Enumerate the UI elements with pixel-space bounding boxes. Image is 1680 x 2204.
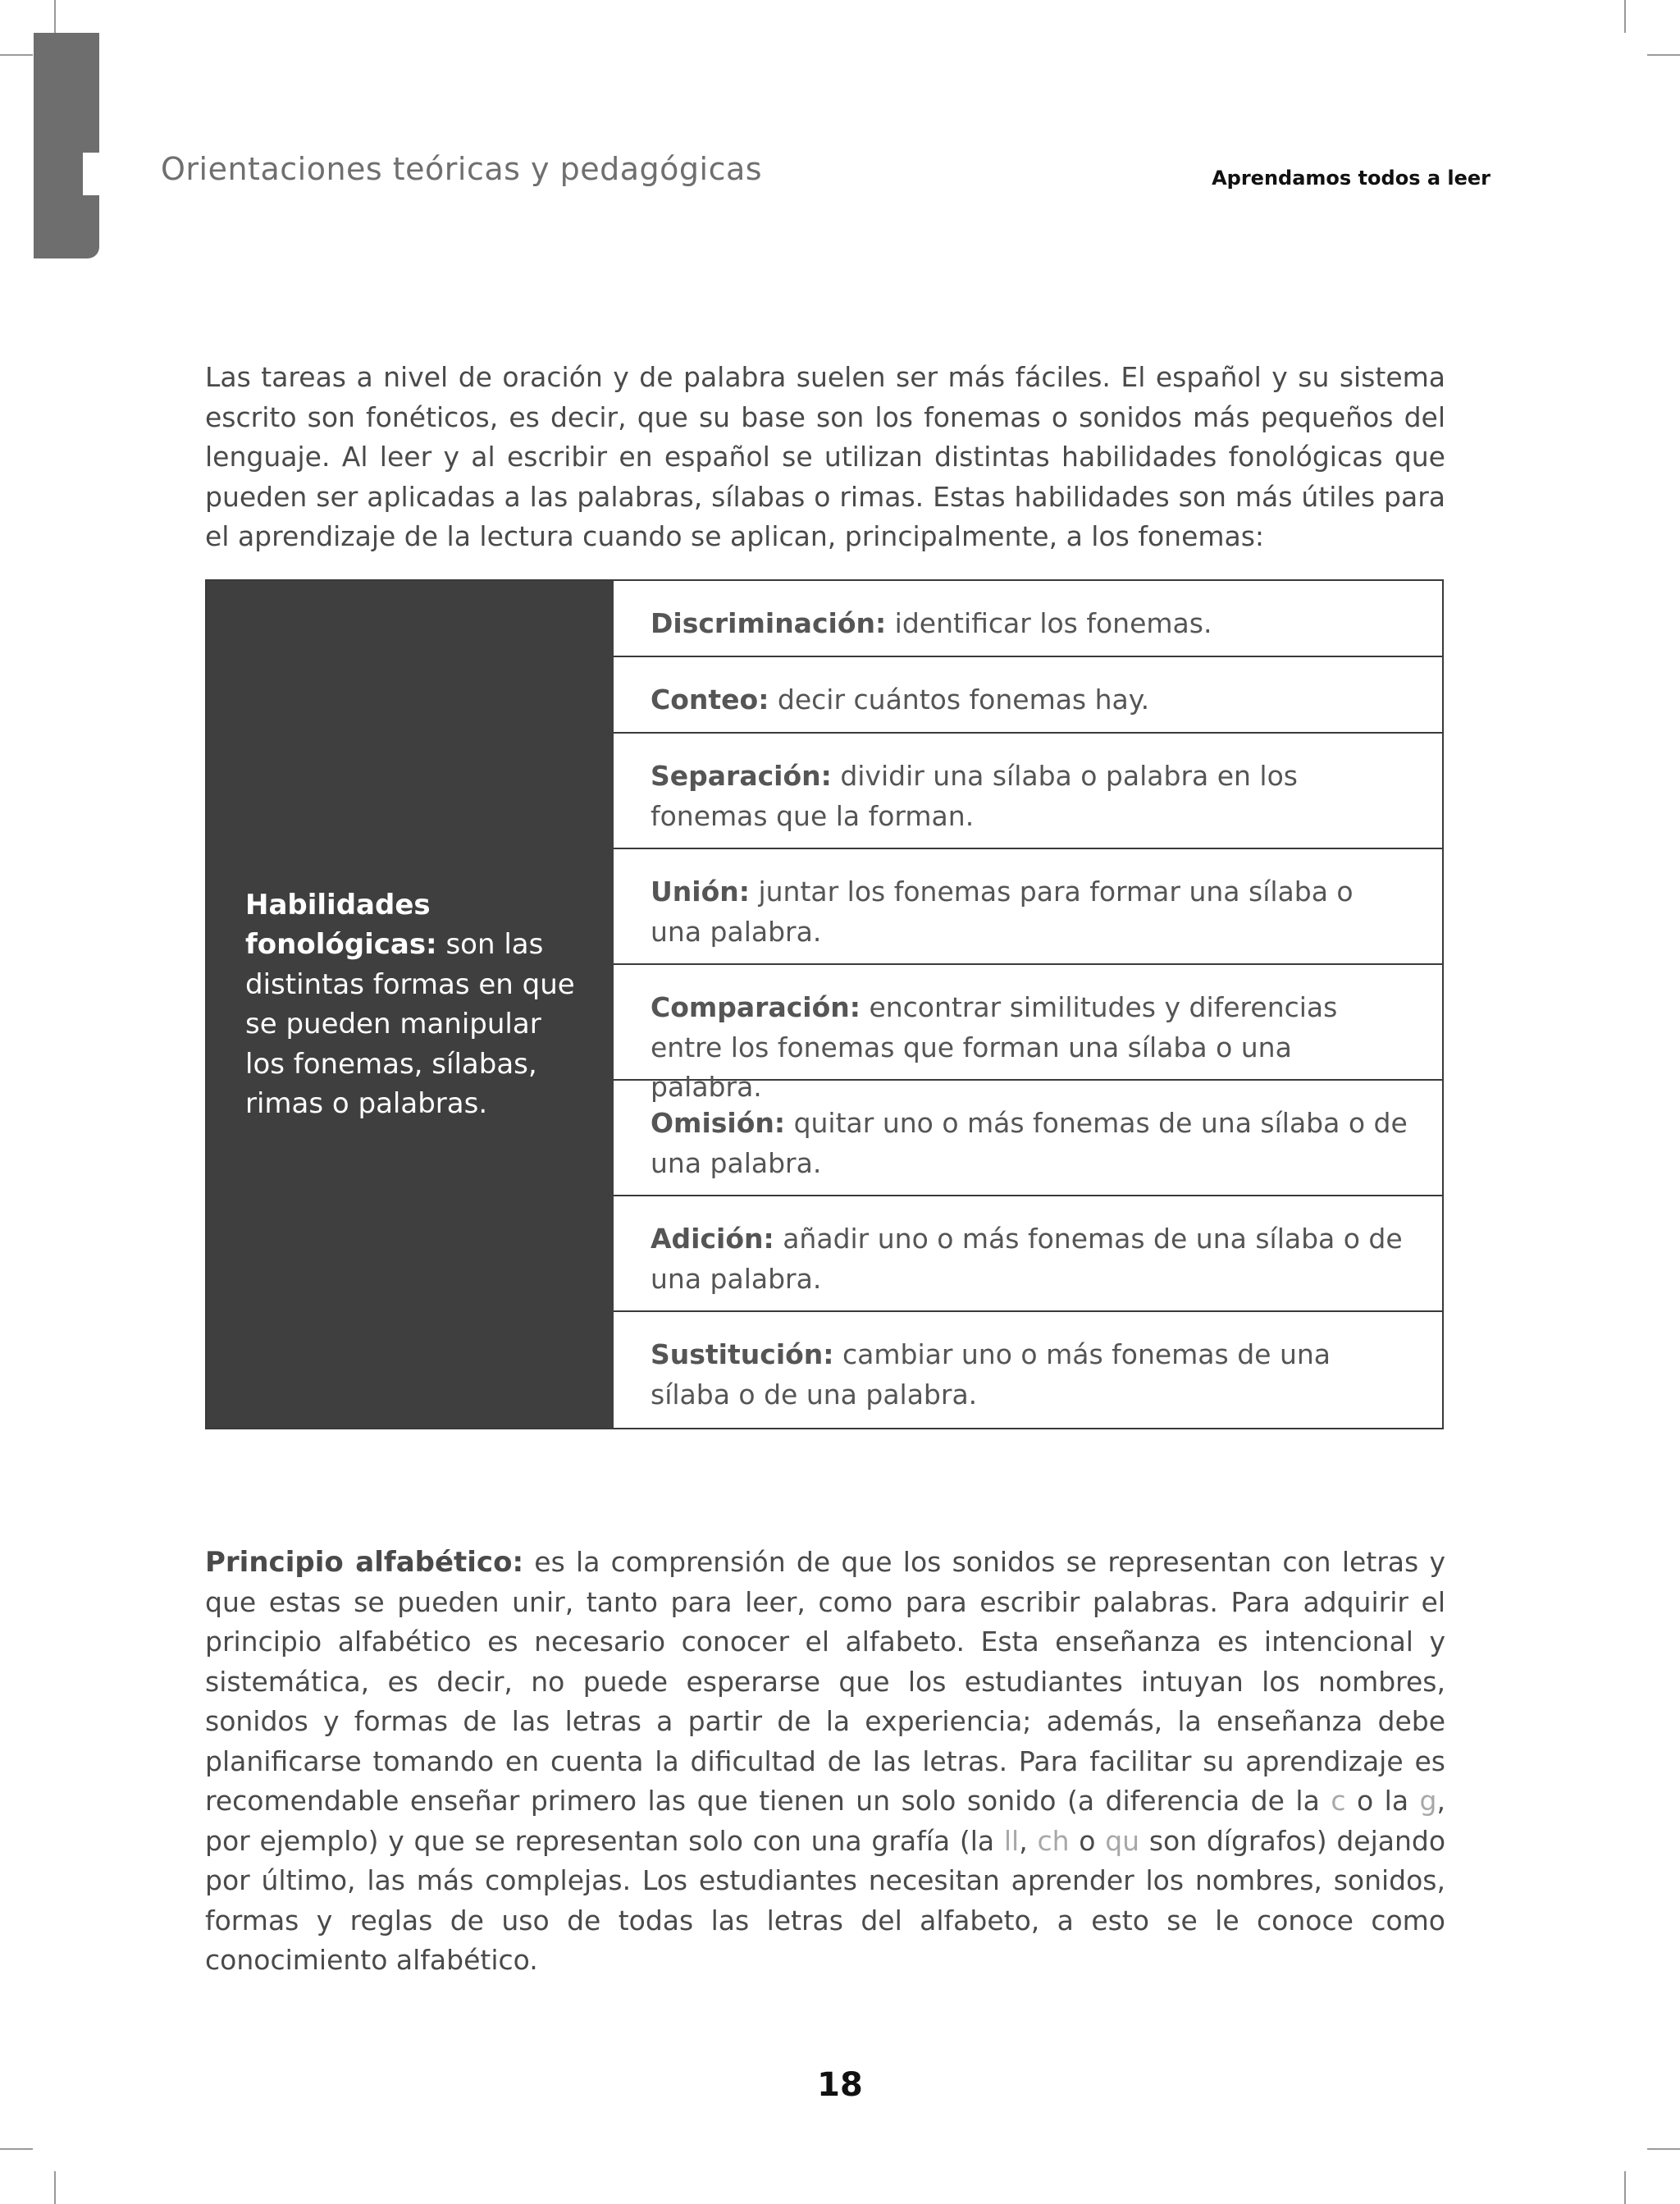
skill-row bbox=[614, 965, 1442, 1103]
crop-mark bbox=[1624, 2171, 1626, 2204]
letter-example: ll bbox=[1003, 1824, 1020, 1857]
section-tab-notch bbox=[83, 153, 99, 195]
skill-row bbox=[614, 1196, 1442, 1312]
skill-description: dividir una sílaba o palabra en los fonemas que la forman. bbox=[651, 760, 1298, 832]
skill-description: añadir uno o más fonemas de una sílaba o de una palabra. bbox=[651, 1223, 1403, 1295]
skill-row bbox=[614, 849, 1442, 965]
skill-term: Comparación: bbox=[651, 991, 861, 1023]
skills-definition-cell bbox=[207, 581, 614, 1428]
letter-example: ch bbox=[1037, 1824, 1070, 1857]
principle-text: o bbox=[1069, 1824, 1106, 1857]
skill-description: cambiar uno o más fonemas de una sílaba o de una palabra. bbox=[651, 1338, 1331, 1411]
intro-paragraph: Las tareas a nivel de oración y de palabra suelen ser más fáciles. El español y su sistema escrito son fonéticos, es decir, que su base son los fonemas o sonidos más pequeños del lenguaje. Al leer y al escribir en español se utilizan distintas habilidades fonológicas que pueden ser aplicadas a las palabras, sílabas o rimas. Estas habilidades son más útiles para el aprendizaje de la lectura cuando se aplican, principalmente, a los fonemas: bbox=[205, 361, 1445, 552]
skill-term: Omisión: bbox=[651, 1107, 786, 1139]
principle-text: son dígrafos) dejando por último, las más complejas. Los estudiantes necesitan aprender los nombres, sonidos, formas y reglas de uso de todas las letras del alfabeto, a esto se le conoce como conocimiento alfabético. bbox=[205, 1824, 1446, 1976]
page-number: 18 bbox=[817, 2066, 863, 2104]
alphabetic-principle-paragraph bbox=[205, 1543, 1445, 1981]
skill-term: Discriminación: bbox=[651, 607, 887, 639]
letter-example: qu bbox=[1105, 1824, 1140, 1857]
section-title: Orientaciones teóricas y pedagógicas bbox=[161, 151, 763, 187]
skill-row bbox=[614, 657, 1442, 734]
skill-description: quitar uno o más fonemas de una sílaba o de una palabra. bbox=[651, 1107, 1408, 1179]
skill-term: Sustitución: bbox=[651, 1338, 834, 1370]
skill-term: Separación: bbox=[651, 760, 832, 792]
phonological-skills-table bbox=[205, 579, 1444, 1429]
skill-description: juntar los fonemas para formar una sílaba o una palabra. bbox=[651, 876, 1354, 948]
skills-definition-text: son las distintas formas en que se pueden manipular los fonemas, sílabas, rimas o palabras. bbox=[245, 928, 575, 1120]
section-tab bbox=[34, 33, 99, 258]
crop-mark bbox=[1647, 54, 1680, 56]
skills-definition bbox=[245, 885, 581, 1124]
skill-term: Adición: bbox=[651, 1223, 774, 1255]
letter-example: g bbox=[1419, 1785, 1437, 1817]
skill-row bbox=[614, 734, 1442, 849]
principle-term: Principio alfabético: bbox=[205, 1546, 524, 1579]
crop-mark bbox=[0, 54, 33, 56]
skill-row bbox=[614, 1312, 1442, 1428]
skill-row bbox=[614, 581, 1442, 657]
skill-description: encontrar similitudes y diferencias entre los fonemas que forman una sílaba o una palabra. bbox=[651, 991, 1338, 1103]
book-title: Aprendamos todos a leer bbox=[1212, 167, 1491, 190]
skill-term: Conteo: bbox=[651, 684, 769, 716]
letter-example: c bbox=[1331, 1785, 1346, 1817]
skill-description: identificar los fonemas. bbox=[886, 607, 1212, 639]
principle-text: o la bbox=[1345, 1785, 1420, 1817]
skills-list bbox=[614, 581, 1442, 1428]
crop-mark bbox=[54, 2171, 56, 2204]
crop-mark bbox=[1624, 0, 1626, 33]
skills-definition-term: Habilidades fonológicas: bbox=[245, 888, 437, 961]
crop-mark bbox=[54, 0, 56, 33]
skill-description: decir cuántos fonemas hay. bbox=[769, 684, 1150, 716]
principle-text: , bbox=[1019, 1824, 1038, 1857]
crop-mark bbox=[1647, 2148, 1680, 2150]
principle-text: es la comprensión de que los sonidos se representan con letras y que estas se pueden unir, tanto para leer, como para escribir palabras. Para adquirir el principio alfabético es necesario conocer el alfabeto. Esta enseñanza es intencional y sistemática, es decir, no puede esperarse que los estudiantes intuyan los nombres, sonidos y formas de las letras a partir de la experiencia; además, la enseñanza debe planificarse tomando en cuenta la dificultad de las letras. Para facilitar su aprendizaje es recomendable enseñar primero las que tienen un solo sonido (a diferencia de la bbox=[205, 1546, 1445, 1817]
principle-text: , por ejemplo) y que se representan solo con una grafía (la bbox=[205, 1785, 1445, 1857]
crop-mark bbox=[0, 2148, 33, 2150]
skill-term: Unión: bbox=[651, 876, 750, 908]
skill-row bbox=[614, 1081, 1442, 1196]
